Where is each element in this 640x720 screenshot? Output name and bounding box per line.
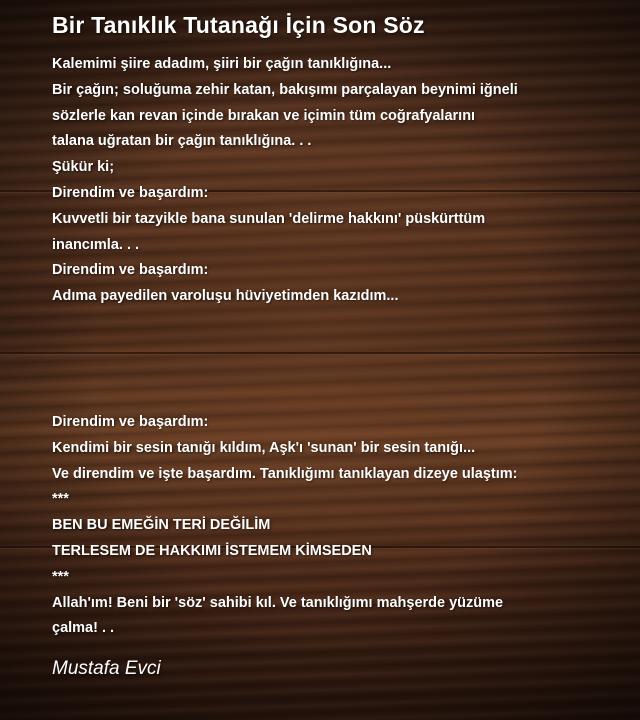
poem-line: Bir çağın; soluğuma zehir katan, bakışımı parçalayan beynimi iğneli bbox=[52, 81, 518, 98]
poem-line: talana uğratan bir çağın tanıklığına. . . bbox=[52, 133, 312, 150]
poem-line: Kalemimi şiire adadım, şiiri bir çağın tanıklığına... bbox=[52, 56, 392, 72]
poem-line: Direndim ve başardım: bbox=[52, 414, 209, 430]
poem-line: *** bbox=[52, 568, 69, 585]
poem-line: BEN BU EMEĞİN TERİ DEĞİLİM bbox=[52, 517, 271, 534]
poem-line: inancımla. . . bbox=[52, 236, 140, 253]
poem-stanza-1 bbox=[52, 52, 612, 310]
poem-line: Kendimi bir sesin tanığı kıldım, Aşk'ı 'sunan' bir sesin tanığı... bbox=[52, 439, 476, 456]
poem-line: Direndim ve başardım: bbox=[52, 184, 209, 201]
wood-plank-seam bbox=[0, 352, 640, 354]
poem-line: TERLESEM DE HAKKIMI İSTEMEM KİMSEDEN bbox=[52, 542, 372, 559]
poem-stanza-2 bbox=[52, 410, 612, 642]
poem-line: Allah'ım! Beni bir 'söz' sahibi kıl. Ve tanıklığımı mahşerde yüzüme bbox=[52, 594, 504, 611]
poem-line: Kuvvetli bir tazyikle bana sunulan 'delirme hakkını' püskürttüm bbox=[52, 210, 486, 227]
poem-line: çalma! . . bbox=[52, 620, 115, 637]
poem-line: Ve direndim ve işte başardım. Tanıklığımı tanıklayan dizeye ulaştım: bbox=[52, 465, 518, 482]
poem-line: Direndim ve başardım: bbox=[52, 262, 209, 279]
poem-line: Şükür ki; bbox=[52, 159, 115, 176]
poem-line: sözlerle kan revan içinde bırakan ve içimin tüm coğrafyalarını bbox=[52, 107, 476, 124]
poem-title: Bir Tanıklık Tutanağı İçin Son Söz bbox=[52, 12, 425, 38]
poem-line: Adıma payedilen varoluşu hüviyetimden kazıdım... bbox=[52, 288, 399, 305]
poem-author: Mustafa Evci bbox=[52, 658, 161, 679]
poem-line: *** bbox=[52, 491, 69, 508]
